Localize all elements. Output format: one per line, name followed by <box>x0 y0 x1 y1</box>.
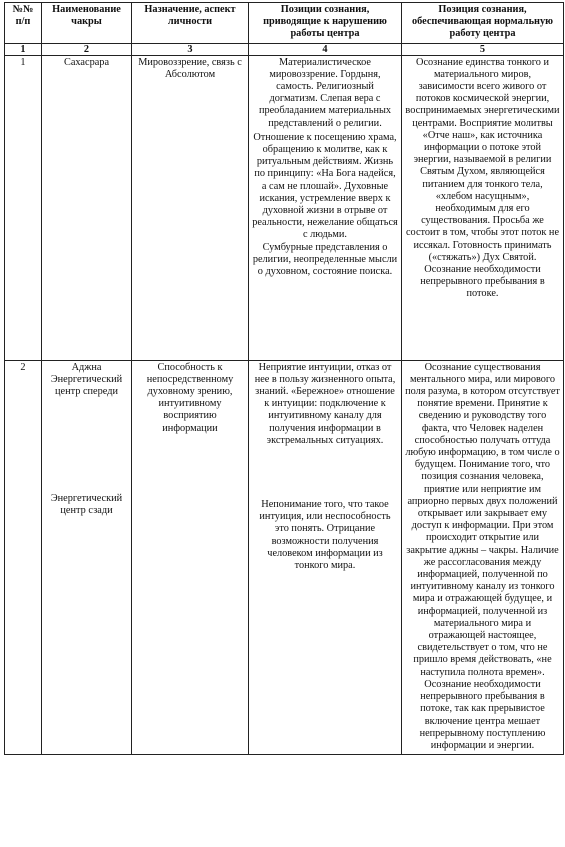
row-number: 1 <box>5 55 42 360</box>
column-number: 5 <box>402 43 564 55</box>
chakra-name-back: Энергетический центр сзади <box>50 493 123 517</box>
header-num: №№ п/п <box>5 3 42 44</box>
column-number: 1 <box>5 43 42 55</box>
column-number: 2 <box>42 43 132 55</box>
header-purpose: Назначение, аспект личности <box>132 3 249 44</box>
row-number: 2 <box>5 360 42 755</box>
violating-paragraph: Непонимание того, что такое интуиция, или неспособность это понять. Отрицание возможности получения человеком информации из тонкого мира. <box>259 499 391 572</box>
header-row <box>5 3 564 44</box>
violating-positions <box>249 55 402 360</box>
violating-paragraph: Сумбурные представления о религии, неопределенные мысли о духовном, состояние поиска. <box>252 241 398 278</box>
header-violating: Позиции сознания, приводящие к нарушению работы центра <box>249 3 402 44</box>
violating-paragraph: Отношение к посещению храма, обращению к молитве, как к ритуальным действиям. Жизнь по принципу: «На Бога надейся, а сам не плошай». Духовные искания, устремление вверх к духовной жизни в отрыве от реальности, нежелание общаться с людьми. <box>252 131 398 241</box>
chakra-name-front: Аджна Энергетический центр спереди <box>50 361 123 398</box>
normal-position: Осознание единства тонкого и материального миров, зависимости всего живого от потоков космической энергии, воспринимаемых энергетическими центрами. Восприятие молитвы «Отче наш», как источника информации о потоке этой энергии, называемой в религии Святым Духом, являющейся питанием для тонкого тела, «хлебом насущным», необходимым для его существования. Просьба же состоит в том, чтобы этот поток не иссякал. Готовность принимать («стяжать») Дух Святой. Осознание необходимости непрерывного пребывания в потоке. <box>402 55 564 360</box>
violating-positions <box>249 360 402 755</box>
chakra-purpose: Мировоззрение, связь с Абсолютом <box>132 55 249 360</box>
column-numbers-row <box>5 43 564 55</box>
header-normal: Позиция сознания, обеспечивающая нормальную работу центра <box>402 3 564 44</box>
chakra-name <box>42 360 132 755</box>
violating-paragraph: Неприятие интуиции, отказ от нее в пользу жизненного опыта, знаний. «Бережное» отношение к интуиции: подключение к интуитивному каналу для получения информации в экстремальных ситуациях. <box>254 361 396 446</box>
header-name: Наименование чакры <box>42 3 132 44</box>
normal-position: Осознание существования ментального мира, или мирового поля разума, в котором отсутствует понятие времени. Принятие к сведению и руководству того факта, что Человек наделен способностью получать оттуда любую информацию, в том числе о будущем. Понимание того, что позиция сознания человека, приятие или неприятие им априорно первых двух положений открывает или закрывает ему доступ к информации. При этом происходит открытие или закрытие аджны – чакры. Наличие же рассогласования между информацией, полученной по интуитивному каналу из тонкого мира и отражающей будущее, и информацией, полученной из материального мира и отражающей настоящее, свидетельствует о том, что не пришло время действовать, «не наступила полнота времен». Осознание необходимости непрерывного пребывания в потоке, так как прерывистое включение центра мешает непрерывному поступлению информации и энергии. <box>402 360 564 755</box>
column-number: 4 <box>249 43 402 55</box>
table-row <box>5 360 564 755</box>
chakra-name: Сахасрара <box>42 55 132 360</box>
table-row <box>5 55 564 360</box>
violating-paragraph: Материалистическое мировоззрение. Гордыня, самость. Религиозный догматизм. Слепая вера с преобладанием материальных представлений о религии. <box>258 56 392 129</box>
column-number: 3 <box>132 43 249 55</box>
chakra-table <box>4 2 564 755</box>
chakra-purpose: Способность к непосредственному духовному зрению, интуитивному восприятию информации <box>132 360 249 755</box>
